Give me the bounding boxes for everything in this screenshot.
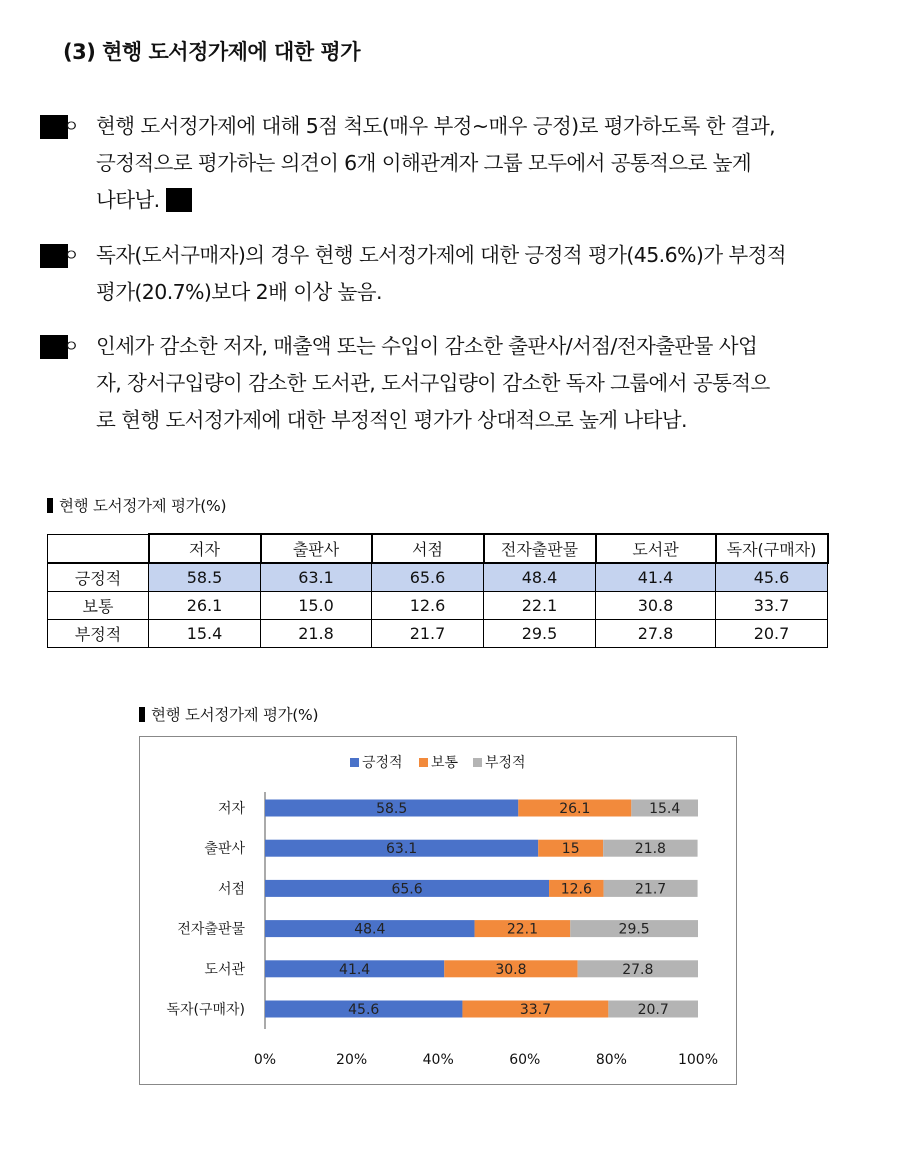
caption-square-icon bbox=[47, 498, 53, 513]
bullet-line: 로 현행 도서정가제에 대한 부정적인 평가가 상대적으로 높게 나타남. bbox=[96, 408, 687, 432]
table-header-cell: 출판사 bbox=[261, 534, 372, 563]
data-label: 58.5 bbox=[376, 801, 408, 817]
bullet-marker: ㅇ bbox=[63, 246, 80, 266]
data-label: 26.1 bbox=[559, 801, 591, 817]
table-header-cell: 전자출판물 bbox=[484, 534, 596, 563]
table-header-cell: 서점 bbox=[372, 534, 484, 563]
table-row-label: 보통 bbox=[48, 592, 149, 620]
table-cell: 65.6 bbox=[372, 563, 484, 592]
table-cell: 63.1 bbox=[261, 563, 372, 592]
legend-swatch bbox=[350, 758, 359, 767]
table-cell: 12.6 bbox=[372, 592, 484, 620]
x-tick-label: 20% bbox=[336, 1052, 368, 1068]
evaluation-table bbox=[47, 533, 829, 648]
data-label: 65.6 bbox=[391, 881, 423, 898]
legend-swatch bbox=[419, 758, 428, 767]
data-label: 30.8 bbox=[495, 961, 527, 978]
table-cell: 21.7 bbox=[372, 620, 484, 648]
data-label: 41.4 bbox=[339, 961, 371, 978]
data-label: 12.6 bbox=[560, 881, 592, 898]
legend-label: 보통 bbox=[431, 755, 459, 771]
data-label: 48.4 bbox=[354, 921, 386, 938]
category-label: 도서관 bbox=[204, 961, 245, 978]
data-label: 22.1 bbox=[506, 921, 539, 938]
data-label: 15 bbox=[561, 841, 580, 858]
category-label: 서점 bbox=[217, 881, 245, 898]
chart-caption-text: 현행 도서정가제 평가(%) bbox=[151, 706, 319, 724]
data-label: 15.4 bbox=[649, 801, 681, 817]
bullet-line: 평가(20.7%)보다 2배 이상 높음. bbox=[96, 280, 382, 304]
table-row bbox=[48, 563, 828, 592]
table-cell: 15.0 bbox=[261, 592, 372, 620]
table-header-cell: 도서관 bbox=[596, 534, 716, 563]
bullet-line-text: 나타남. bbox=[96, 188, 160, 212]
bullet-text bbox=[96, 237, 840, 311]
table-cell: 33.7 bbox=[716, 592, 828, 620]
table-row-label: 긍정적 bbox=[48, 563, 149, 592]
data-label: 63.1 bbox=[386, 841, 418, 858]
legend-swatch bbox=[473, 758, 482, 767]
table-cell: 48.4 bbox=[484, 563, 596, 592]
x-tick-label: 40% bbox=[422, 1052, 454, 1068]
bullet-marker: ㅇ bbox=[63, 117, 80, 137]
bullet-line: 독자(도서구매자)의 경우 현행 도서정가제에 대한 긍정적 평가(45.6%)가 부정적 bbox=[96, 243, 787, 267]
category-label: 전자출판물 bbox=[177, 921, 245, 938]
table-cell: 58.5 bbox=[149, 563, 261, 592]
chart-frame bbox=[139, 736, 737, 1085]
x-tick-label: 80% bbox=[595, 1052, 627, 1068]
data-label: 33.7 bbox=[519, 1002, 551, 1018]
data-label: 29.5 bbox=[618, 921, 650, 938]
category-label: 저자 bbox=[217, 801, 245, 817]
data-label: 20.7 bbox=[637, 1002, 669, 1018]
legend-label: 긍정적 bbox=[362, 755, 403, 771]
stacked-bar-chart bbox=[140, 737, 736, 1084]
table-cell: 21.8 bbox=[261, 620, 372, 648]
table-row bbox=[48, 620, 828, 648]
table-row-label: 부정적 bbox=[48, 620, 149, 648]
table-cell: 22.1 bbox=[484, 592, 596, 620]
bullet-line: 긍정적으로 평가하는 의견이 6개 이해관계자 그룹 모두에서 공통적으로 높게 bbox=[96, 151, 752, 175]
table-cell: 15.4 bbox=[149, 620, 261, 648]
x-tick-label: 100% bbox=[677, 1052, 719, 1068]
data-label: 21.8 bbox=[634, 841, 666, 858]
data-label: 27.8 bbox=[622, 961, 654, 978]
redaction-box bbox=[166, 188, 192, 212]
bullet-line: 자, 장서구입량이 감소한 도서관, 도서구입량이 감소한 독자 그룹에서 공통적으 bbox=[96, 371, 770, 395]
bullet-text bbox=[96, 108, 840, 219]
table-header-cell: 저자 bbox=[149, 534, 261, 563]
table-cell: 27.8 bbox=[596, 620, 716, 648]
data-label: 21.7 bbox=[635, 881, 667, 898]
table-cell: 29.5 bbox=[484, 620, 596, 648]
table-caption-text: 현행 도서정가제 평가(%) bbox=[59, 497, 227, 515]
category-label: 독자(구매자) bbox=[166, 1002, 245, 1018]
category-label: 출판사 bbox=[204, 841, 245, 858]
legend-label: 부정적 bbox=[485, 755, 526, 771]
x-tick-label: 60% bbox=[509, 1052, 541, 1068]
table-cell: 45.6 bbox=[716, 563, 828, 592]
bullet-line: 인세가 감소한 저자, 매출액 또는 수입이 감소한 출판사/서점/전자출판물 사업 bbox=[96, 334, 758, 358]
bullet-text bbox=[96, 328, 840, 439]
caption-square-icon bbox=[139, 707, 145, 722]
bullet-line: 현행 도서정가제에 대해 5점 척도(매우 부정~매우 긍정)로 평가하도록 한 결과, bbox=[96, 114, 776, 138]
data-label: 45.6 bbox=[348, 1002, 380, 1018]
table-cell: 20.7 bbox=[716, 620, 828, 648]
table-cell: 26.1 bbox=[149, 592, 261, 620]
section-heading: (3) 현행 도서정가제에 대한 평가 bbox=[63, 40, 360, 64]
bullet-line bbox=[96, 182, 840, 219]
x-tick-label: 0% bbox=[253, 1052, 277, 1068]
chart-caption bbox=[139, 703, 318, 725]
table-cell: 41.4 bbox=[596, 563, 716, 592]
table-corner-cell bbox=[48, 534, 149, 563]
table-cell: 30.8 bbox=[596, 592, 716, 620]
table-row bbox=[48, 592, 828, 620]
bullet-marker: ㅇ bbox=[63, 337, 80, 357]
table-header-row bbox=[48, 534, 828, 563]
table-header-cell: 독자(구매자) bbox=[716, 534, 828, 563]
table-caption bbox=[47, 494, 226, 516]
